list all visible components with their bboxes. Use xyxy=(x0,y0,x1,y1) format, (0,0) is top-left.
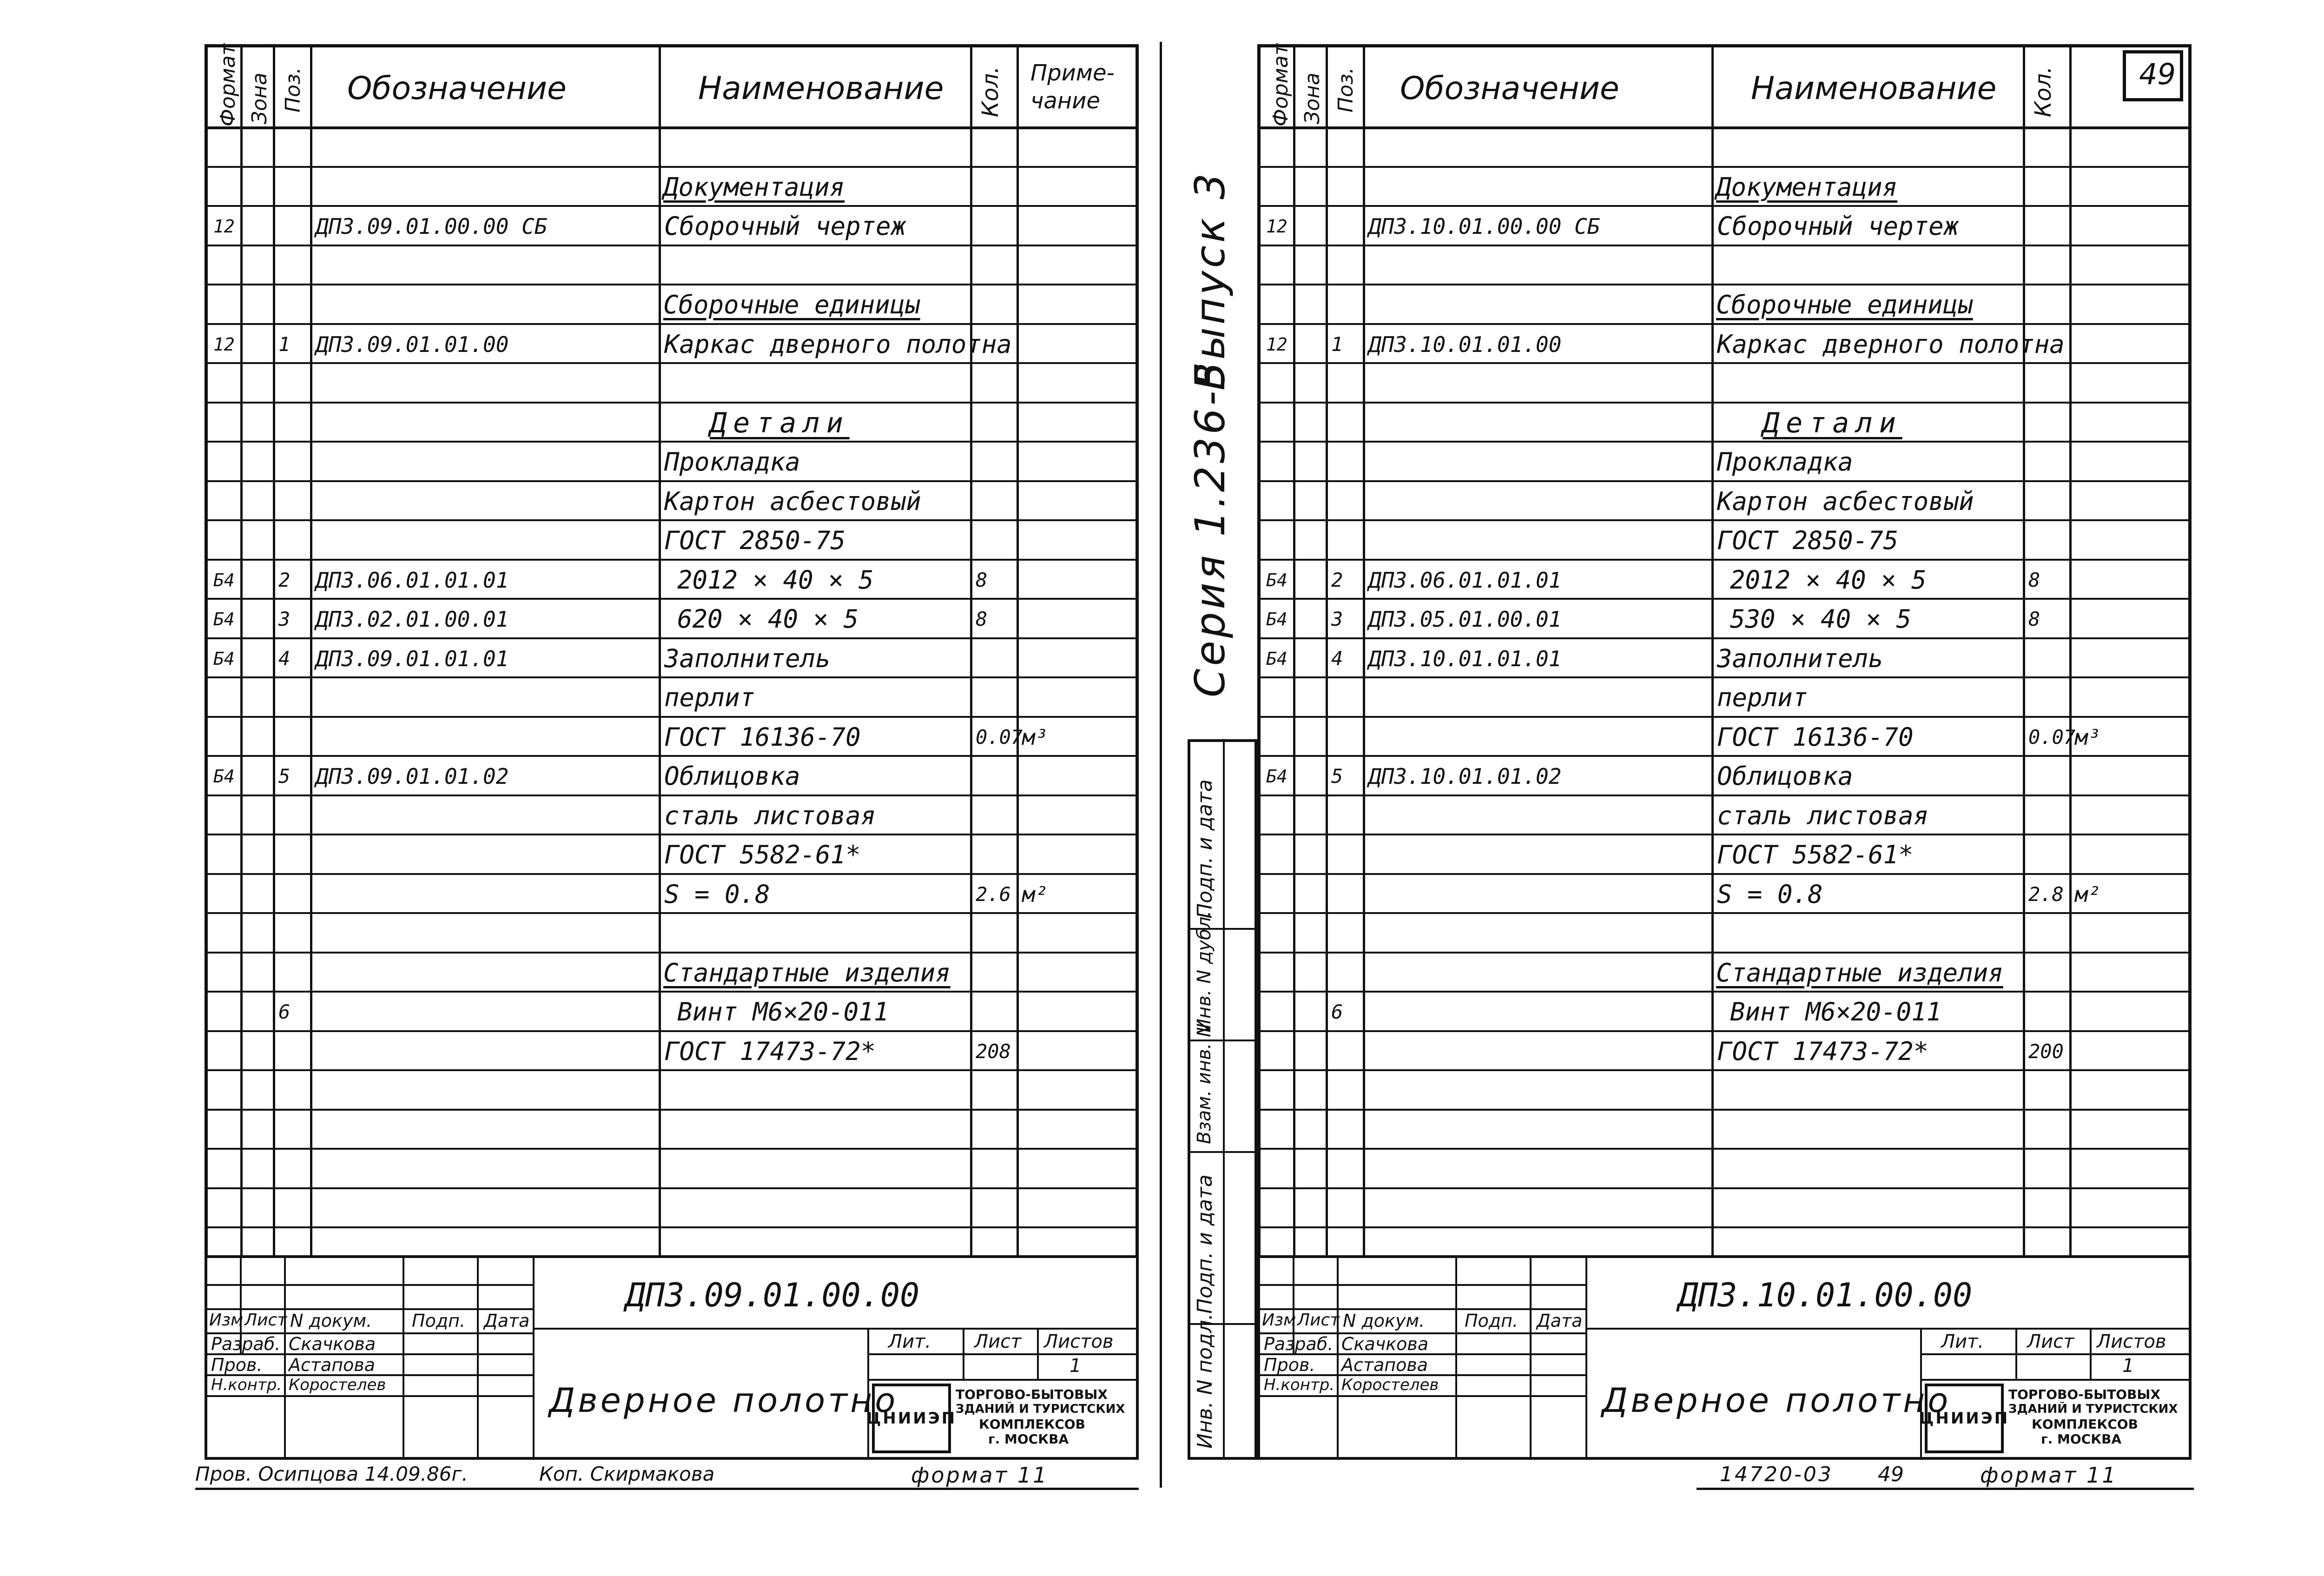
stamp-field: Инв. N подл. xyxy=(1193,1313,1217,1449)
tb-col-ndoc: N докум. xyxy=(1343,1311,1425,1331)
header-divider xyxy=(208,126,1136,129)
org-line: КОМПЛЕКСОВ xyxy=(979,1417,1085,1432)
cell-name: Детали xyxy=(1763,406,1902,439)
tb-sheet: Лист xyxy=(2027,1331,2074,1352)
tb-person: Астапова xyxy=(1341,1355,1428,1375)
tb-sheets-value: 1 xyxy=(2122,1355,2134,1377)
cell-note: м² xyxy=(1022,881,1048,907)
right-sheet xyxy=(1257,44,2192,1460)
cell-name: Стандартные изделия xyxy=(1716,958,2003,987)
cell-name: Винт М6×20-011 xyxy=(677,997,889,1027)
row-divider xyxy=(208,559,1136,561)
column-divider xyxy=(1711,47,1714,1256)
cell-position: 2 xyxy=(278,568,290,591)
row-divider xyxy=(208,676,1136,678)
row-divider xyxy=(1261,1069,2188,1071)
cell-position: 5 xyxy=(1331,765,1343,788)
cell-format: Б4 xyxy=(213,569,235,590)
cell-name: S = 0.8 xyxy=(1717,879,1823,909)
tb-code: ДП3.09.01.00.00 xyxy=(626,1276,920,1314)
row-divider xyxy=(208,952,1136,954)
tb-role: Н.контр. xyxy=(1264,1376,1335,1394)
tb-col-list: Лист xyxy=(244,1311,287,1330)
row-divider xyxy=(1261,519,2188,521)
column-divider xyxy=(1017,47,1019,1256)
row-divider xyxy=(208,795,1136,796)
cell-format: Б4 xyxy=(1266,609,1287,630)
row-divider xyxy=(208,245,1136,246)
row-divider xyxy=(1261,1148,2188,1150)
header-name: Наименование xyxy=(698,70,944,107)
page-number-box xyxy=(2123,50,2183,101)
issue-stamp: Выпуск 3 xyxy=(1186,171,1234,391)
header-name: Наименование xyxy=(1751,70,1997,107)
row-divider xyxy=(208,637,1136,639)
cell-designation: ДП3.10.01.01.00 xyxy=(1368,331,1562,357)
cell-designation: ДП3.06.01.01.01 xyxy=(1368,567,1562,593)
row-divider xyxy=(208,912,1136,914)
row-divider xyxy=(208,598,1136,600)
row-divider xyxy=(1261,1226,2188,1228)
tb-role: Н.контр. xyxy=(211,1376,282,1394)
cell-quantity: 8 xyxy=(976,568,988,591)
cell-position: 2 xyxy=(1331,568,1343,591)
cell-format: Б4 xyxy=(1266,569,1287,590)
cell-name: ГОСТ 17473-72* xyxy=(1717,1036,1929,1066)
row-divider xyxy=(1261,795,2188,796)
cell-name: Каркас дверного полотна xyxy=(664,329,1012,359)
row-divider xyxy=(1261,1109,2188,1111)
cell-designation: ДП3.02.01.00.01 xyxy=(316,607,509,632)
cell-designation: ДП3.09.01.01.01 xyxy=(316,646,509,671)
row-divider xyxy=(1261,676,2188,678)
cell-name: Облицовка xyxy=(664,762,800,791)
header-divider xyxy=(1261,126,2188,129)
left-sheet xyxy=(205,44,1139,1460)
cell-name: S = 0.8 xyxy=(664,879,770,909)
cell-designation: ДП3.06.01.01.01 xyxy=(316,567,509,593)
cell-name: перлит xyxy=(1717,683,1808,713)
org-line: ТОРГОВО-БЫТОВЫХ xyxy=(2008,1387,2161,1402)
row-divider xyxy=(1261,205,2188,207)
row-divider xyxy=(1261,1030,2188,1032)
cell-position: 1 xyxy=(1331,332,1343,356)
row-divider xyxy=(1261,559,2188,561)
cell-name: 620 × 40 × 5 xyxy=(677,604,859,634)
cell-position: 4 xyxy=(278,647,290,670)
cell-name: ГОСТ 5582-61* xyxy=(1717,840,1914,870)
org-line: ЗДАНИЙ И ТУРИСТСКИХ xyxy=(956,1402,1125,1416)
org-line: КОМПЛЕКСОВ xyxy=(2032,1417,2138,1432)
tb-title: Дверное полотно xyxy=(549,1381,898,1420)
tb-person: Коростелев xyxy=(289,1376,386,1394)
header-designation: Обозначение xyxy=(347,70,567,107)
cell-format: 12 xyxy=(1266,334,1287,355)
row-divider xyxy=(208,716,1136,718)
cell-note: м³ xyxy=(1022,724,1048,750)
cell-name: Заполнитель xyxy=(664,643,831,673)
cell-designation: ДП3.09.01.01.02 xyxy=(316,764,509,789)
tb-col-sign: Подп. xyxy=(1465,1311,1519,1331)
row-divider xyxy=(208,1109,1136,1111)
row-divider xyxy=(208,1148,1136,1150)
header-note: Приме-чание xyxy=(1030,60,1115,114)
cell-name: Документация xyxy=(1716,172,1898,202)
cell-name: Заполнитель xyxy=(1717,643,1883,673)
column-divider xyxy=(1363,47,1365,1256)
row-divider xyxy=(208,1187,1136,1189)
tb-person: Скачкова xyxy=(1341,1334,1429,1354)
header-pos: Поз. xyxy=(1334,67,1358,113)
org-line: ЗДАНИЙ И ТУРИСТСКИХ xyxy=(2008,1402,2178,1416)
cell-name: ГОСТ 16136-70 xyxy=(664,722,861,752)
tb-role: Пров. xyxy=(211,1355,263,1375)
tb-col-izm: Изм xyxy=(209,1311,244,1330)
left-titleblock xyxy=(205,1255,1139,1460)
row-divider xyxy=(208,834,1136,835)
cell-designation: ДП3.10.01.00.00 СБ xyxy=(1368,214,1600,239)
org-logo xyxy=(866,1384,957,1453)
row-divider xyxy=(208,755,1136,757)
row-divider xyxy=(1261,245,2188,246)
row-divider xyxy=(208,323,1136,325)
cell-name: Сборочные единицы xyxy=(663,290,920,320)
cell-name: 2012 × 40 × 5 xyxy=(677,565,874,595)
row-divider xyxy=(208,441,1136,443)
tb-col-date: Дата xyxy=(484,1311,530,1331)
cell-position: 1 xyxy=(278,332,290,356)
tb-person: Скачкова xyxy=(289,1334,376,1354)
stamp-field: Инв. N дубл. xyxy=(1194,911,1215,1033)
cell-name: Сборочные единицы xyxy=(1716,290,1973,320)
footer-copied: Коп. Скирмакова xyxy=(539,1463,715,1485)
row-divider xyxy=(208,873,1136,875)
cell-format: Б4 xyxy=(213,648,235,669)
tb-sheets: Листов xyxy=(2097,1331,2166,1352)
column-divider xyxy=(1326,47,1328,1256)
cell-name: Документация xyxy=(663,172,845,202)
cell-position: 6 xyxy=(1331,1000,1343,1024)
cell-designation: ДП3.10.01.01.02 xyxy=(1368,764,1562,789)
row-divider xyxy=(208,362,1136,364)
tb-lit: Лит. xyxy=(888,1331,931,1352)
cell-quantity: 2.6 xyxy=(976,882,1011,906)
row-divider xyxy=(208,1069,1136,1071)
cell-name: Облицовка xyxy=(1717,762,1853,791)
footer-underline xyxy=(1697,1488,2194,1490)
stamp-field: Подп. и дата xyxy=(1193,779,1217,919)
cell-name: Сборочный чертеж xyxy=(1717,212,1959,241)
header-zone: Зона xyxy=(1301,73,1324,124)
header-qty: Кол. xyxy=(977,66,1004,117)
tb-col-sign: Подп. xyxy=(412,1311,466,1331)
cell-format: Б4 xyxy=(213,766,235,787)
header-designation: Обозначение xyxy=(1400,70,1619,107)
org-line: ТОРГОВО-БЫТОВЫХ xyxy=(956,1387,1108,1402)
cell-name: Сборочный чертеж xyxy=(664,212,906,241)
cell-position: 3 xyxy=(1331,608,1343,631)
cell-quantity: 2.8 xyxy=(2028,882,2064,906)
tb-person: Коростелев xyxy=(1341,1376,1439,1394)
cell-name: ГОСТ 2850-75 xyxy=(1717,526,1899,556)
row-divider xyxy=(1261,952,2188,954)
tb-col-izm: Изм xyxy=(1262,1311,1296,1330)
cell-position: 6 xyxy=(278,1000,290,1024)
org-line: г. МОСКВА xyxy=(2041,1431,2122,1447)
footer-format: формат 11 xyxy=(1980,1463,2118,1488)
tb-col-ndoc: N докум. xyxy=(290,1311,372,1331)
row-divider xyxy=(1261,637,2188,639)
cell-quantity: 208 xyxy=(976,1040,1011,1063)
row-divider xyxy=(208,1226,1136,1228)
cell-format: 12 xyxy=(213,334,235,355)
tb-lit: Лит. xyxy=(1941,1331,1984,1352)
cell-name: ГОСТ 2850-75 xyxy=(664,526,846,556)
row-divider xyxy=(1261,284,2188,285)
column-divider xyxy=(1293,47,1295,1256)
cell-name: ГОСТ 17473-72* xyxy=(664,1036,876,1066)
row-divider xyxy=(1261,873,2188,875)
cell-quantity: 8 xyxy=(2028,608,2040,631)
row-divider xyxy=(208,166,1136,168)
tb-role: Разраб. xyxy=(1264,1334,1334,1354)
column-divider xyxy=(2069,47,2072,1256)
cell-format: 12 xyxy=(213,216,235,237)
tb-col-date: Дата xyxy=(1537,1311,1583,1331)
tb-code: ДП3.10.01.00.00 xyxy=(1678,1276,1973,1314)
cell-designation: ДП3.09.01.01.00 xyxy=(316,331,509,357)
column-divider xyxy=(240,47,243,1256)
org-logo-text: ЦНИИЭП xyxy=(866,1409,957,1428)
cell-name: ГОСТ 5582-61* xyxy=(664,840,861,870)
cell-name: ГОСТ 16136-70 xyxy=(1717,722,1914,752)
cell-name: Винт М6×20-011 xyxy=(1730,997,1942,1027)
column-divider xyxy=(310,47,312,1256)
row-divider xyxy=(208,284,1136,285)
side-strip xyxy=(1188,739,1257,1460)
row-divider xyxy=(1261,480,2188,482)
cell-quantity: 0.07 xyxy=(2028,725,2076,748)
cell-name: Детали xyxy=(710,406,850,439)
footer-page: 49 xyxy=(1878,1463,1904,1486)
row-divider xyxy=(208,991,1136,993)
row-divider xyxy=(1261,1187,2188,1189)
cell-position: 5 xyxy=(278,765,290,788)
spread-divider xyxy=(1160,42,1162,1488)
org-line: г. МОСКВА xyxy=(988,1431,1069,1447)
tb-role: Пров. xyxy=(1264,1355,1315,1375)
row-divider xyxy=(208,402,1136,404)
cell-designation: ДП3.10.01.01.01 xyxy=(1368,646,1562,671)
cell-quantity: 0.07 xyxy=(976,725,1023,748)
row-divider xyxy=(1261,402,2188,404)
footer-underline xyxy=(195,1488,1139,1490)
page-number: 49 xyxy=(2139,57,2176,91)
row-divider xyxy=(208,480,1136,482)
stamp-field: Взам. инв. N xyxy=(1194,1023,1215,1144)
stamp-field: Подп. и дата xyxy=(1193,1174,1217,1314)
tb-sheets: Листов xyxy=(1044,1331,1114,1352)
cell-name: сталь листовая xyxy=(664,801,876,830)
cell-name: 530 × 40 × 5 xyxy=(1730,604,1912,634)
row-divider xyxy=(1261,441,2188,443)
cell-format: Б4 xyxy=(1266,648,1287,669)
cell-name: Картон асбестовый xyxy=(1717,486,1974,516)
header-format: Формат xyxy=(216,43,240,126)
tb-person: Астапова xyxy=(289,1355,376,1375)
cell-name: Картон асбестовый xyxy=(664,486,921,516)
org-logo-text: ЦНИИЭП xyxy=(1919,1409,2010,1428)
cell-format: Б4 xyxy=(1266,766,1287,787)
right-titleblock xyxy=(1257,1255,2192,1460)
cell-designation: ДП3.05.01.00.01 xyxy=(1368,607,1562,632)
cell-name: сталь листовая xyxy=(1717,801,1929,830)
header-qty: Кол. xyxy=(2030,66,2056,117)
row-divider xyxy=(1261,834,2188,835)
series-stamp: Серия 1.236-5 xyxy=(1186,359,1234,697)
header-format: Формат xyxy=(1269,43,1293,126)
row-divider xyxy=(1261,716,2188,718)
row-divider xyxy=(1261,166,2188,168)
row-divider xyxy=(208,1030,1136,1032)
row-divider xyxy=(1261,362,2188,364)
cell-quantity: 8 xyxy=(2028,568,2040,591)
cell-quantity: 8 xyxy=(976,608,988,631)
row-divider xyxy=(1261,991,2188,993)
column-divider xyxy=(659,47,661,1256)
cell-format: 12 xyxy=(1266,216,1287,237)
cell-name: Каркас дверного полотна xyxy=(1717,329,2065,359)
cell-name: перлит xyxy=(664,683,755,713)
cell-name: Стандартные изделия xyxy=(663,958,951,987)
tb-sheet: Лист xyxy=(974,1331,1022,1352)
row-divider xyxy=(208,205,1136,207)
tb-role: Разраб. xyxy=(211,1334,281,1354)
cell-quantity: 200 xyxy=(2028,1040,2064,1063)
column-divider xyxy=(970,47,972,1256)
header-pos: Поз. xyxy=(281,67,305,113)
row-divider xyxy=(1261,755,2188,757)
cell-name: Прокладка xyxy=(1717,447,1853,477)
header-zone: Зона xyxy=(248,73,271,124)
row-divider xyxy=(1261,323,2188,325)
cell-name: 2012 × 40 × 5 xyxy=(1730,565,1927,595)
column-divider xyxy=(2023,47,2025,1256)
org-logo xyxy=(1919,1384,2010,1453)
cell-designation: ДП3.09.01.00.00 СБ xyxy=(316,214,548,239)
row-divider xyxy=(208,519,1136,521)
footer-format: формат 11 xyxy=(911,1463,1049,1488)
cell-name: Прокладка xyxy=(664,447,800,477)
row-divider xyxy=(1261,598,2188,600)
tb-title: Дверное полотно xyxy=(1602,1381,1951,1420)
cell-note: м² xyxy=(2075,881,2101,907)
tb-col-list: Лист xyxy=(1297,1311,1340,1330)
cell-position: 3 xyxy=(278,608,290,631)
tb-sheets-value: 1 xyxy=(1070,1355,1082,1377)
cell-format: Б4 xyxy=(213,609,235,630)
row-divider xyxy=(1261,912,2188,914)
footer-album: 14720-03 xyxy=(1720,1463,1833,1486)
cell-note: м³ xyxy=(2075,724,2101,750)
column-divider xyxy=(273,47,275,1256)
footer-checked: Пров. Осипцова 14.09.86г. xyxy=(195,1463,468,1485)
cell-position: 4 xyxy=(1331,647,1343,670)
